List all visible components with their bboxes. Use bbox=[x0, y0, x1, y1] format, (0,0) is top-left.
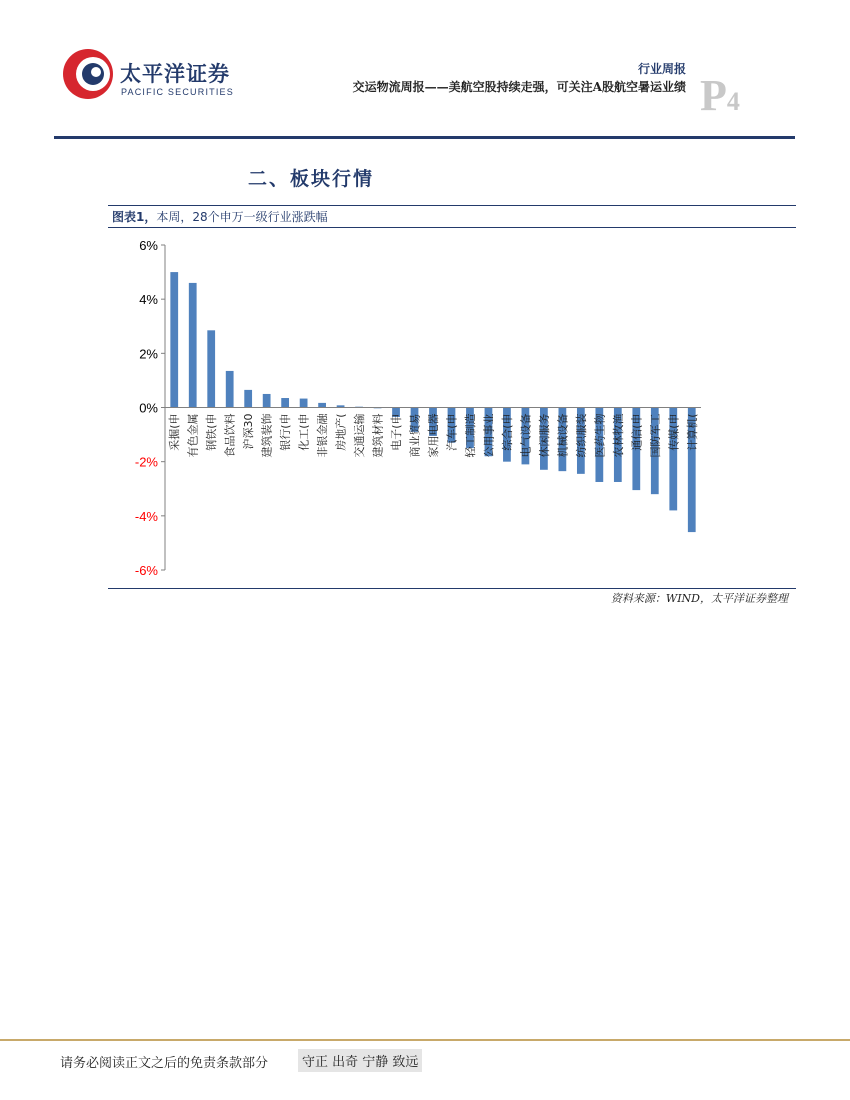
x-category-label: 休闲服务 bbox=[537, 413, 551, 458]
bar bbox=[300, 399, 308, 408]
header-divider bbox=[54, 136, 795, 139]
bar bbox=[281, 398, 289, 407]
x-category-label: 汽车(申 bbox=[445, 413, 459, 451]
page-digit: 4 bbox=[726, 87, 740, 116]
footer-divider bbox=[0, 1039, 850, 1041]
x-category-label: 非银金融 bbox=[316, 413, 330, 458]
x-category-label: 采掘(申 bbox=[168, 413, 182, 451]
x-category-label: 纺织服装 bbox=[574, 413, 588, 458]
footer-disclaimer: 请务必阅读正文之后的免责条款部分 bbox=[60, 1056, 269, 1071]
figure-top-rule bbox=[108, 205, 796, 206]
x-category-label: 钢铁(申 bbox=[205, 413, 219, 451]
industry-change-bar-chart bbox=[108, 230, 796, 585]
x-category-label: 有色金属 bbox=[186, 413, 200, 458]
x-category-label: 房地产( bbox=[334, 413, 348, 451]
x-category-label: 建筑装饰 bbox=[260, 413, 274, 458]
x-category-label: 交通运输 bbox=[353, 413, 367, 458]
x-category-label: 传媒(申 bbox=[667, 413, 681, 451]
figure-caption-rule bbox=[108, 227, 796, 228]
section-title: 二、板块行情 bbox=[248, 168, 375, 190]
bar bbox=[226, 371, 234, 408]
bar bbox=[207, 330, 215, 407]
x-category-label: 医药生物 bbox=[593, 413, 607, 458]
y-tick-label: 0% bbox=[139, 400, 158, 416]
x-category-label: 食品饮料 bbox=[223, 413, 237, 458]
x-category-label: 轻工制造 bbox=[463, 413, 477, 458]
figure-source: 资料来源：WIND，太平洋证券整理 bbox=[610, 592, 788, 605]
logo-name-en: PACIFIC SECURITIES bbox=[121, 87, 234, 97]
y-tick-label: -6% bbox=[134, 563, 158, 578]
bar bbox=[318, 403, 326, 408]
y-tick-label: 6% bbox=[139, 238, 158, 253]
x-category-label: 计算机( bbox=[685, 413, 699, 451]
x-category-label: 国防军工 bbox=[648, 413, 662, 458]
page-number bbox=[700, 70, 740, 121]
bar bbox=[244, 390, 252, 408]
x-category-label: 公用事业 bbox=[482, 413, 496, 458]
figure-caption bbox=[112, 208, 328, 225]
report-title: 交运物流周报——美航空股持续走强，可关注A股航空暑运业绩 bbox=[352, 80, 686, 94]
y-tick-label: 2% bbox=[139, 346, 158, 362]
page-prefix: P bbox=[700, 71, 727, 120]
x-category-label: 银行(申 bbox=[279, 413, 293, 451]
company-logo bbox=[60, 44, 270, 114]
bar bbox=[263, 394, 271, 408]
figure-caption-text: 本周，28个申万一级行业涨跌幅 bbox=[156, 210, 328, 224]
logo-name-cn: 太平洋证券 bbox=[120, 62, 230, 86]
x-category-label: 沪深30 bbox=[242, 413, 256, 450]
bar bbox=[170, 272, 178, 407]
logo-emblem-icon bbox=[60, 44, 116, 100]
x-category-label: 家用电器 bbox=[427, 413, 440, 458]
figure-number: 图表1， bbox=[112, 210, 157, 224]
y-tick-label: -4% bbox=[134, 508, 158, 524]
x-category-label: 电气设备 bbox=[519, 413, 533, 458]
report-type: 行业周报 bbox=[637, 62, 686, 76]
x-category-label: 商业贸易 bbox=[408, 413, 422, 458]
y-tick-label: 4% bbox=[139, 292, 158, 308]
bar bbox=[189, 283, 197, 408]
x-category-label: 化工(申 bbox=[297, 413, 311, 451]
x-category-label: 电子(申 bbox=[390, 413, 404, 451]
x-category-label: 农林牧渔 bbox=[611, 413, 625, 458]
x-category-label: 建筑材料 bbox=[371, 413, 385, 458]
footer-motto: 守正 出奇 宁静 致远 bbox=[298, 1049, 422, 1072]
x-category-label: 机械设备 bbox=[556, 413, 570, 458]
x-category-label: 综合(申 bbox=[500, 413, 514, 451]
figure-bottom-rule bbox=[108, 588, 796, 589]
x-category-label: 通信(申 bbox=[630, 413, 644, 451]
y-tick-label: -2% bbox=[134, 454, 158, 470]
